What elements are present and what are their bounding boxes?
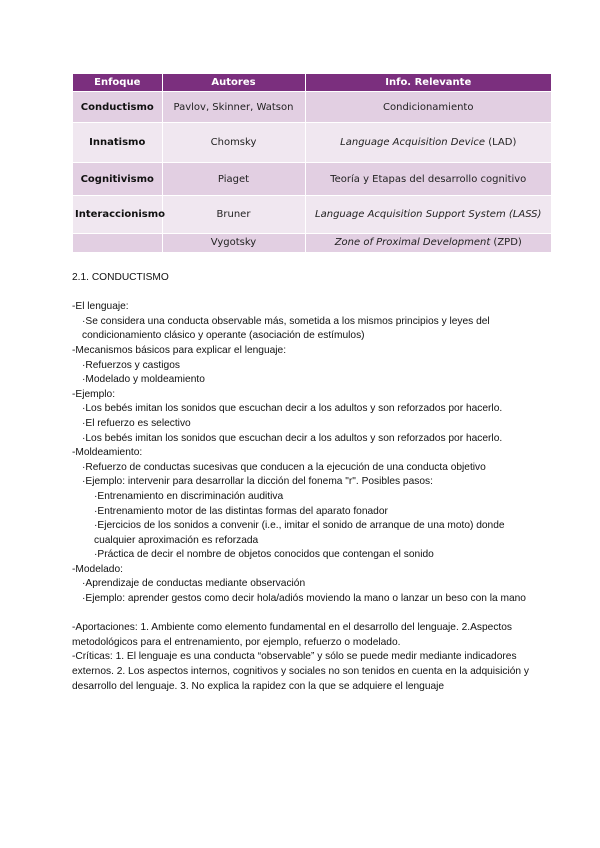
- cell-info-note: (LAD): [485, 137, 517, 148]
- aportaciones-paragraph: -Aportaciones: 1. Ambiente como elemento fundamental en el desarrollo del lenguaje. 2.Aspectos metodológicos para el entrenamiento, por ejemplo, refuerzo o modelado.: [72, 622, 513, 648]
- body-line: ·El refuerzo es selectivo: [82, 417, 191, 429]
- cell-info: [305, 196, 551, 234]
- cell-info-note: (ZPD): [490, 237, 522, 249]
- body-line: -Mecanismos básicos para explicar el lenguaje:: [72, 344, 287, 356]
- section-title: 2.1. CONDUCTISMO: [72, 272, 169, 283]
- cell-enfoque: Conductismo: [73, 92, 162, 123]
- body-line: ·Los bebés imitan los sonidos que escuchan decir a los adultos y son reforzados por hacerlo.: [82, 403, 503, 415]
- body-line: -Ejemplo:: [72, 388, 116, 400]
- cell-info-text: Zone of Proximal Development: [334, 237, 491, 249]
- body-line: ·Práctica de decir el nombre de objetos conocidos que contengan el sonido: [94, 549, 434, 561]
- body-line: ·Refuerzos y castigos: [82, 359, 180, 371]
- cell-enfoque: Cognitivismo: [73, 163, 162, 196]
- cell-autores: Piaget: [162, 163, 305, 196]
- body-line: ·Entrenamiento en discriminación auditiva: [94, 490, 284, 502]
- cell-info-text: Language Acquisition Device: [340, 137, 486, 148]
- body-line: ·Modelado y moldeamiento: [82, 374, 205, 386]
- body-line: -Modelado:: [72, 563, 123, 575]
- cell-enfoque: Innatismo: [73, 123, 162, 163]
- body-line: ·Ejemplo: intervenir para desarrollar la dicción del fonema "r". Posibles pasos:: [82, 476, 433, 488]
- cell-info-text: Language Acquisition Support System (LASS): [315, 209, 542, 220]
- table-header-row: [73, 74, 551, 92]
- cell-autores: Bruner: [162, 196, 305, 234]
- cell-info-text: Condicionamiento: [383, 101, 474, 113]
- cell-autores: Pavlov, Skinner, Watson: [162, 92, 305, 123]
- table-row: [73, 163, 551, 196]
- cell-info: [305, 123, 551, 163]
- criticas-paragraph: -Críticas: 1. El lenguaje es una conducta “observable” y sólo se puede medir mediante indicadores externos. 2. Los aspectos internos, cognitivos y sociales no son tenidos en cuenta en la adquisición y desarrollo del lenguaje. 3. No explica la rapidez con la que se adquiere el lenguaje: [72, 651, 530, 692]
- cell-info: [305, 92, 551, 123]
- approaches-table: [73, 74, 551, 252]
- body-line: ·Refuerzo de conductas sucesivas que conducen a la ejecución de una conducta objetivo: [82, 461, 486, 473]
- body-line: ·Aprendizaje de conductas mediante observación: [82, 578, 306, 590]
- body-line: ·Entrenamiento motor de las distintas formas del aparato fonador: [94, 505, 388, 517]
- body-line: -El lenguaje:: [72, 301, 129, 313]
- header-info: Info. Relevante: [305, 74, 551, 92]
- body-line: ·Se considera una conducta observable más, sometida a los mismos principios y leyes del condicionamiento clásico y operante (asociación de estímulos): [82, 315, 490, 342]
- table-row: [73, 92, 551, 123]
- body-line: -Moldeamiento:: [72, 447, 143, 459]
- cell-enfoque: Interaccionismo: [73, 196, 162, 234]
- cell-info: [305, 163, 551, 196]
- body-line: ·Ejercicios de los sonidos a convenir (i.e., imitar el sonido de arranque de una moto) donde cualquier aproximación es reforzada: [94, 520, 505, 546]
- table-row: [73, 234, 551, 252]
- body-line: ·Los bebés imitan los sonidos que escuchan decir a los adultos y son reforzados por hacerlo.: [82, 432, 503, 444]
- cell-enfoque: [73, 234, 162, 252]
- table-row: [73, 196, 551, 234]
- cell-autores: Vygotsky: [162, 234, 305, 252]
- cell-autores: Chomsky: [162, 123, 305, 163]
- cell-info-text: Teoría y Etapas del desarrollo cognitivo: [330, 173, 527, 185]
- header-autores: Autores: [162, 74, 305, 92]
- body-line: ·Ejemplo: aprender gestos como decir hola/adiós moviendo la mano o lanzar un beso con la mano: [82, 593, 526, 605]
- table-row: [73, 123, 551, 163]
- header-enfoque: Enfoque: [73, 74, 162, 92]
- spacer: [72, 607, 542, 622]
- cell-info: [305, 234, 551, 252]
- body-text: [72, 271, 542, 694]
